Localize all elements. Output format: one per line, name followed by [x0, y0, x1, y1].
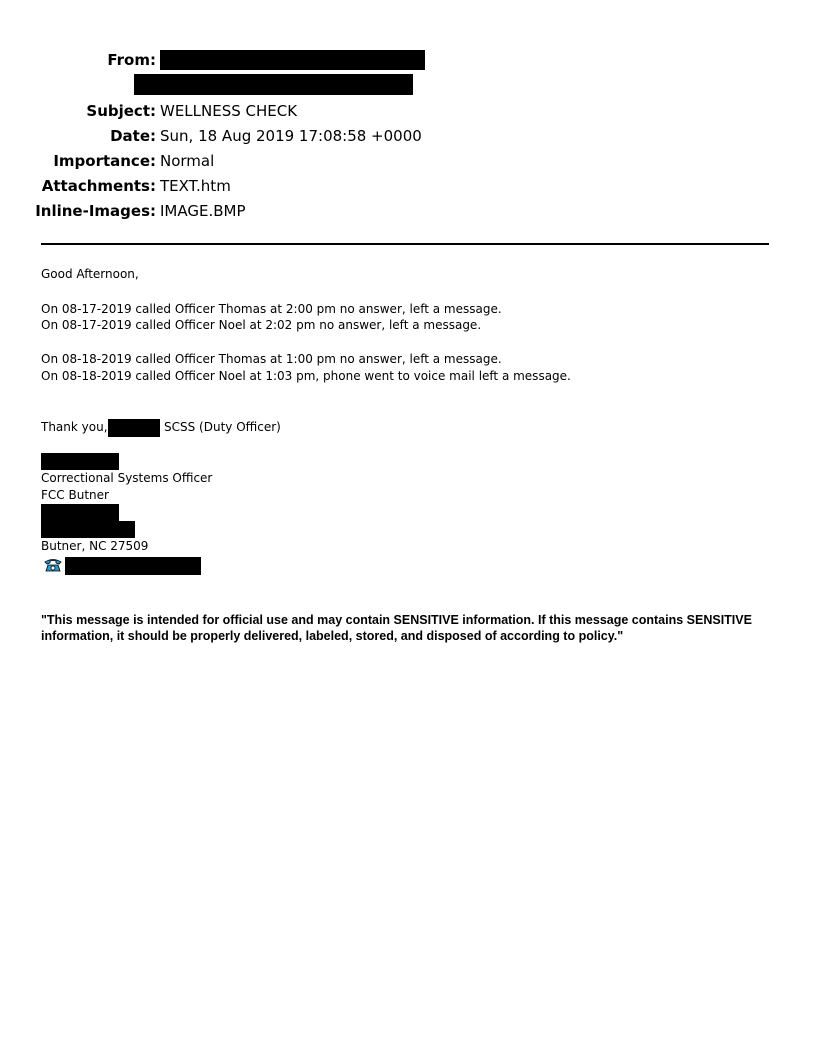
subject-label: Subject:	[86, 102, 156, 120]
redacted-address	[41, 504, 119, 522]
importance-value: Normal	[160, 152, 215, 170]
from-label: From:	[107, 51, 156, 69]
body-line: On 08-18-2019 called Officer Noel at 1:03 pm, phone went to voice mail left a message.	[41, 369, 571, 383]
inline-images-value: IMAGE.BMP	[160, 202, 246, 220]
sig-title: Correctional Systems Officer	[41, 471, 213, 485]
importance-label: Importance:	[53, 152, 156, 170]
redacted-address-2	[41, 521, 135, 538]
redacted-phone	[65, 557, 201, 575]
subject-value: WELLNESS CHECK	[160, 102, 298, 120]
inline-images-label: Inline-Images:	[35, 202, 156, 220]
redacted-sig-name	[41, 453, 119, 470]
telephone-icon	[44, 557, 62, 576]
greeting: Good Afternoon,	[41, 267, 139, 281]
redacted-from	[160, 50, 425, 70]
date-value: Sun, 18 Aug 2019 17:08:58 +0000	[160, 127, 422, 145]
divider	[41, 243, 769, 245]
redacted-from-2	[134, 74, 413, 95]
attachments-label: Attachments:	[41, 177, 156, 195]
sig-city: Butner, NC 27509	[41, 539, 149, 553]
disclaimer: "This message is intended for official use and may contain SENSITIVE information. If this message contains SENSITIVE information, it should be properly delivered, labeled, stored, and disposed of according to policy."	[41, 613, 752, 643]
attachments-value: TEXT.htm	[160, 177, 231, 195]
body-line: On 08-18-2019 called Officer Thomas at 1:00 pm no answer, left a message.	[41, 352, 502, 366]
sig-org: FCC Butner	[41, 488, 109, 502]
date-label: Date:	[110, 127, 156, 145]
redacted-name	[108, 419, 160, 437]
body-line: On 08-17-2019 called Officer Thomas at 2:00 pm no answer, left a message.	[41, 302, 502, 316]
thanks-suffix: SCSS (Duty Officer)	[164, 420, 281, 434]
body-line: On 08-17-2019 called Officer Noel at 2:02 pm no answer, left a message.	[41, 318, 482, 332]
thanks-prefix: Thank you,	[41, 420, 108, 434]
